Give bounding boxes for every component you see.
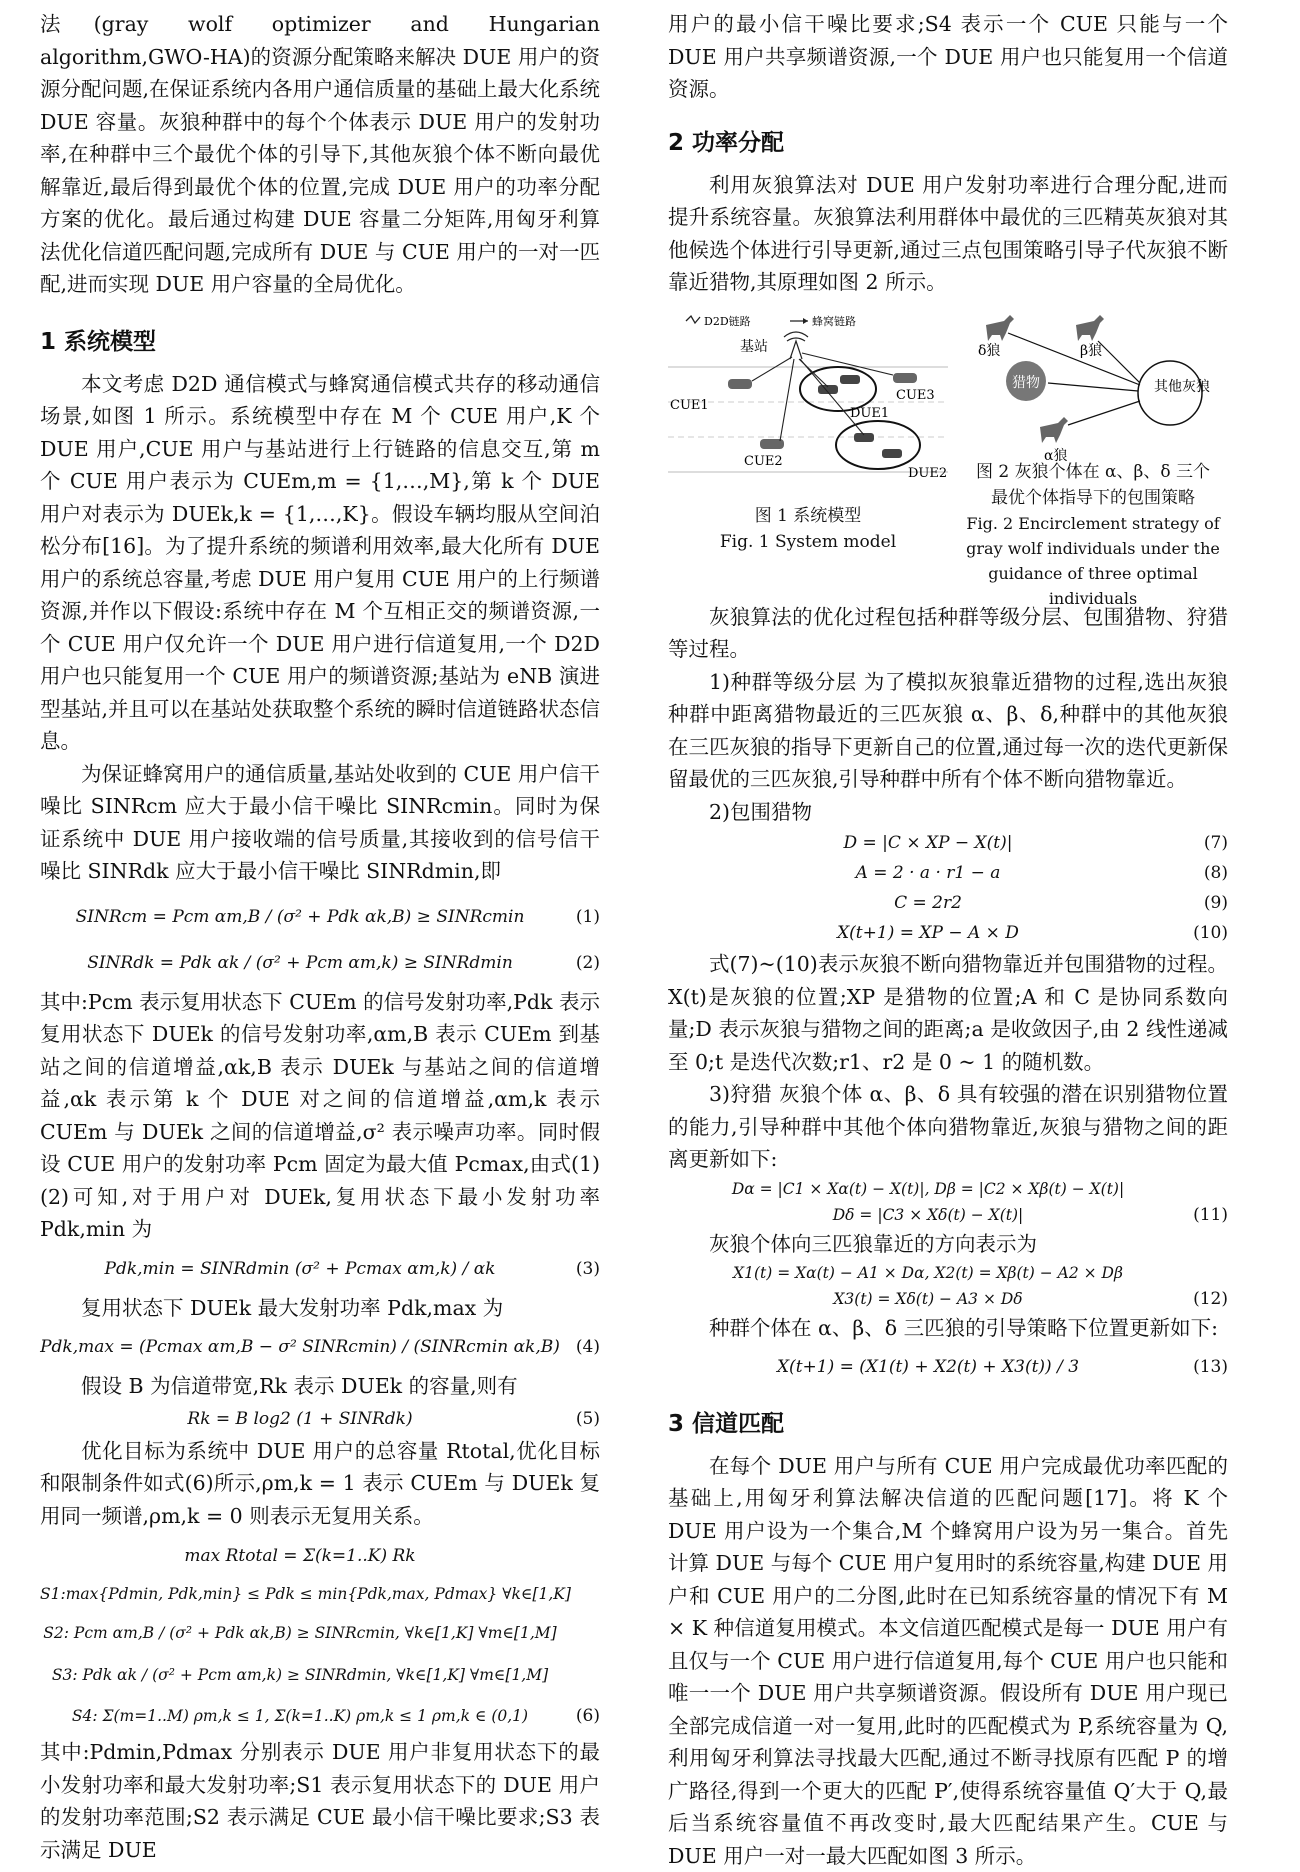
cue2-label: CUE2 [744,454,783,469]
section-2-paragraph-6: 3)狩猎 灰狼个体 α、β、δ 具有较强的潜在识别猎物位置的能力,引导种群中其他个体向猎物靠近,灰狼与猎物之间的距离更新如下: [668,1078,1228,1176]
figure-1-caption-en: Fig. 1 System model [668,529,948,555]
prey-label: 猎物 [1012,374,1040,391]
equation-8: A = 2 · a · r1 − a [668,858,1188,888]
section-1-heading: 1 系统模型 [40,323,600,356]
equation-11-line-2: Dδ = |C3 × Xδ(t) − X(t)| [668,1202,1188,1228]
section-2-paragraph-3: 1)种群等级分层 为了模拟灰狼靠近猎物的过程,选出灰狼种群中距离猎物最近的三匹灰狼 α、β、δ,种群中的其他灰狼在三匹灰狼的指导下更新自己的位置,通过每一次的迭代更新保留最优的三匹灰狼,引导种群中所有个体不断向猎物靠近。 [668,666,1228,796]
equation-7-number: (7) [1204,828,1228,858]
car-cue3 [893,373,917,383]
due2-label: DUE2 [908,466,947,481]
beta-wolf-icon [1076,315,1104,341]
equation-13-number: (13) [1193,1345,1228,1389]
section-3-paragraph-1: 在每个 DUE 用户与所有 CUE 用户完成最优功率匹配的基础上,用匈牙利算法解决信道的匹配问题[17]。将 K 个 DUE 用户设为一个集合,M 个蜂窝用户设为另一集合。首先计算 DUE 与每个 CUE 用户复用时的系统容量,构建 DUE 用户和 CUE 用户的二分图,此时在已知系统容量的情况下有 M × K 种信道复用模式。本文信道匹配模式是每一 DUE 用户有且仅与一个 CUE 用户进行信道复用,每个 CUE 用户也只能和唯一一个 DUE 用户共享频谱资源。假设所有 DUE 用户现已全部完成信道一对一复用,此时的匹配模式为 P,系统容量为 Q,利用匈牙利算法寻找最大匹配,通过不断寻找原有匹配 P 的增广路径,得到一个更大的匹配 P′,使得系统容量值 Q′大于 Q,最后当系统容量值不再改变时,最大匹配结果产生。CUE 与 DUE 用户一对一最大匹配如图 3 所示。 [668,1450,1228,1872]
equation-4: Pdk,max = (Pcmax αm,B − σ² SINRcmin) / (SINRcmin αk,B) [40,1324,560,1370]
equation-13: X(t+1) = (X1(t) + X2(t) + X3(t)) / 3 [668,1345,1188,1389]
due1-label: DUE1 [850,406,889,421]
equation-7: D = |C × XP − X(t)| [668,828,1188,858]
section-1-paragraph-3: 其中:Pcm 表示复用状态下 CUEm 的信号发射功率,Pdk 表示复用状态下 DUEk 的信号发射功率,αm,B 表示 CUEm 到基站之间的信道增益,αk,B 表示 DUEk 与基站之间的信道增益,αk 表示第 k 个 DUE 对之间的信道增益,αm,k 表示 CUEm 与 DUEk 之间的信道增益,σ² 表示噪声功率。同时假设 CUE 用户的发射功率 Pcm 固定为最大值 Pcmax,由式(1)(2)可知,对于用户对 DUEk,复用状态下最小发射功率 Pdk,min 为 [40,986,600,1246]
equation-12-line-1: X1(t) = Xα(t) − A1 × Dα, X2(t) = Xβ(t) − A2 × Dβ [668,1260,1188,1286]
section-2-paragraph-5: 式(7)~(10)表示灰狼不断向猎物靠近并包围猎物的过程。X(t)是灰狼的位置;XP 是猎物的位置;A 和 C 是协同系数向量;D 表示灰狼与猎物之间的距离;a 是收敛因子,由 2 线性递减至 0;t 是迭代次数;r1、r2 是 0 ~ 1 的随机数。 [668,948,1228,1078]
equation-6-constraint-s4: S4: Σ(m=1..M) ρm,k ≤ 1, Σ(k=1..K) ρm,k ≤ 1 ρm,k ∈ (0,1) [40,1696,560,1736]
equation-9: C = 2r2 [668,888,1188,918]
equation-2-number: (2) [576,940,600,986]
equation-3: Pdk,min = SINRdmin (σ² + Pcmax αm,k) / αk [40,1246,560,1292]
other-wolves-label: 其他灰狼 [1154,379,1210,395]
section-3-heading: 3 信道匹配 [668,1405,1228,1438]
base-station-icon [784,332,808,359]
d2d-link-legend-icon [686,316,700,323]
equation-12-line-2: X3(t) = Xδ(t) − A3 × Dδ [668,1286,1188,1312]
section-1-paragraph-7: 其中:Pdmin,Pdmax 分别表示 DUE 用户非复用状态下的最小发射功率和最大发射功率;S1 表示复用状态下的 DUE 用户的发射功率范围;S2 表示满足 CUE 最小信干噪比要求;S3 表示满足 DUE [40,1736,600,1866]
equation-11-line-1: Dα = |C1 × Xα(t) − X(t)|, Dβ = |C2 × Xβ(t) − X(t)| [668,1176,1188,1202]
equation-11-number: (11) [1193,1202,1228,1228]
section-2-paragraph-1: 利用灰狼算法对 DUE 用户发射功率进行合理分配,进而提升系统容量。灰狼算法利用群体中最优的三匹精英灰狼对其他候选个体进行引导更新,通过三点包围策略引导子代灰狼不断靠近猎物,其原理如图 2 所示。 [668,169,1228,299]
equation-1-number: (1) [576,894,600,940]
figures-row [668,307,1228,597]
equation-6-constraint-s1: S1:max{Pdmin, Pdk,min} ≤ Pdk ≤ min{Pdk,max, Pdmax} ∀k∈[1,K] [40,1576,560,1612]
equation-3-number: (3) [576,1246,600,1292]
equation-8-number: (8) [1204,858,1228,888]
equation-10: X(t+1) = XP − A × D [668,918,1188,948]
section-1-paragraph-4: 复用状态下 DUEk 最大发射功率 Pdk,max 为 [40,1292,600,1325]
section-1-paragraph-5: 假设 B 为信道带宽,Rk 表示 DUEk 的容量,则有 [40,1370,600,1403]
section-1-paragraph-2: 为保证蜂窝用户的通信质量,基站处收到的 CUE 用户信干噪比 SINRcm 应大于最小信干噪比 SINRcmin。同时为保证系统中 DUE 用户接收端的信号质量,其接收到的信号信干噪比 SINRdk 应大于最小信干噪比 SINRdmin,即 [40,758,600,888]
right-column [668,8,1228,1872]
equation-1: SINRcm = Pcm αm,B / (σ² + Pdk αk,B) ≥ SINRcmin [40,894,560,940]
legend-d2d-label: D2D链路 [704,314,751,328]
equation-4-number: (4) [576,1324,600,1370]
delta-wolf-icon [986,315,1014,341]
due2-region [836,421,920,469]
left-column [40,8,600,1866]
equation-12-number: (12) [1193,1286,1228,1312]
cue3-label: CUE3 [896,388,935,403]
equation-5-number: (5) [576,1403,600,1435]
equation-6-constraint-s2: S2: Pcm αm,B / (σ² + Pdk αk,B) ≥ SINRcmin, ∀k∈[1,K] ∀m∈[1,M] [40,1612,560,1654]
intro-paragraph: 法(gray wolf optimizer and Hungarian algorithm,GWO-HA)的资源分配策略来解决 DUE 用户的资源分配问题,在保证系统内各用户通信质量的基础上最大化系统 DUE 容量。灰狼种群中的每个个体表示 DUE 用户的发射功率,在种群中三个最优个体的引导下,其他灰狼个体不断向最优解靠近,最后得到最优个体的位置,完成 DUE 用户的功率分配方案的优化。最后通过构建 DUE 容量二分矩阵,用匈牙利算法优化信道匹配问题,完成所有 DUE 与 CUE 用户的一对一匹配,进而实现 DUE 用户容量的全局优化。 [40,8,600,301]
figure-2-encirclement [958,305,1228,465]
legend-cellular-label: 蜂窝链路 [812,314,856,328]
section-1-paragraph-6: 优化目标为系统中 DUE 用户的总容量 Rtotal,优化目标和限制条件如式(6)所示,ρm,k = 1 表示 CUEm 与 DUEk 复用同一频谱,ρm,k = 0 则表示无复用关系。 [40,1435,600,1533]
figure-1-caption-cn: 图 1 系统模型 [668,503,948,529]
cue1-label: CUE1 [670,398,709,413]
beta-wolf-label: β狼 [1080,343,1102,359]
section-2-paragraph-2: 灰狼算法的优化过程包括种群等级分层、包围猎物、狩猎等过程。 [668,601,1228,666]
section-2-heading: 2 功率分配 [668,124,1228,157]
right-top-paragraph: 用户的最小信干噪比要求;S4 表示一个 CUE 只能与一个 DUE 用户共享频谱资源,一个 DUE 用户也只能复用一个信道资源。 [668,8,1228,106]
equation-9-number: (9) [1204,888,1228,918]
figure-2-caption-en: Fig. 2 Encirclement strategy of gray wolf individuals under the guidance of three optimal individuals [958,511,1228,611]
alpha-wolf-icon [1040,417,1068,443]
equation-5: Rk = B log2 (1 + SINRdk) [40,1403,560,1435]
equation-6-constraint-s3: S3: Pdk αk / (σ² + Pcm αm,k) ≥ SINRdmin, ∀k∈[1,K] ∀m∈[1,M] [40,1654,560,1696]
equation-6-block [40,1536,600,1736]
equation-10-number: (10) [1193,918,1228,948]
equation-6-number: (6) [576,1696,600,1736]
base-station-label: 基站 [740,338,768,355]
section-2-paragraph-8: 种群个体在 α、β、δ 三匹狼的引导策略下位置更新如下: [668,1312,1228,1345]
alpha-wolf-label: α狼 [1044,448,1067,464]
figure-2-caption-cn: 图 2 灰狼个体在 α、β、δ 三个最优个体指导下的包围策略 [968,459,1218,511]
figure-1-system-model [668,307,948,487]
section-2-paragraph-4: 2)包围猎物 [668,796,1228,829]
equation-2: SINRdk = Pdk αk / (σ² + Pcm αm,k) ≥ SINRdmin [40,940,560,986]
delta-wolf-label: δ狼 [978,343,1000,359]
car-cue1 [728,379,752,389]
equation-6-objective: max Rtotal = Σ(k=1..K) Rk [40,1536,560,1576]
section-2-paragraph-7: 灰狼个体向三匹狼靠近的方向表示为 [668,1228,1228,1261]
section-1-paragraph-1: 本文考虑 D2D 通信模式与蜂窝通信模式共存的移动通信场景,如图 1 所示。系统模型中存在 M 个 CUE 用户,K 个 DUE 用户,CUE 用户与基站进行上行链路的信息交互,第 m 个 CUE 用户表示为 CUEm,m = {1,…,M},第 k 个 DUE 用户对表示为 DUEk,k = {1,…,K}。假设车辆均服从空间泊松分布[16]。为了提升系统的频谱利用效率,最大化所有 DUE 用户的系统总容量,考虑 DUE 用户复用 CUE 用户的上行频谱资源,并作以下假设:系统中存在 M 个互相正交的频谱资源,一个 CUE 用户仅允许一个 DUE 用户进行信道复用,一个 D2D 用户也只能复用一个 CUE 用户的频谱资源;基站为 eNB 演进型基站,并且可以在基站处获取整个系统的瞬时信道链路状态信息。 [40,368,600,758]
